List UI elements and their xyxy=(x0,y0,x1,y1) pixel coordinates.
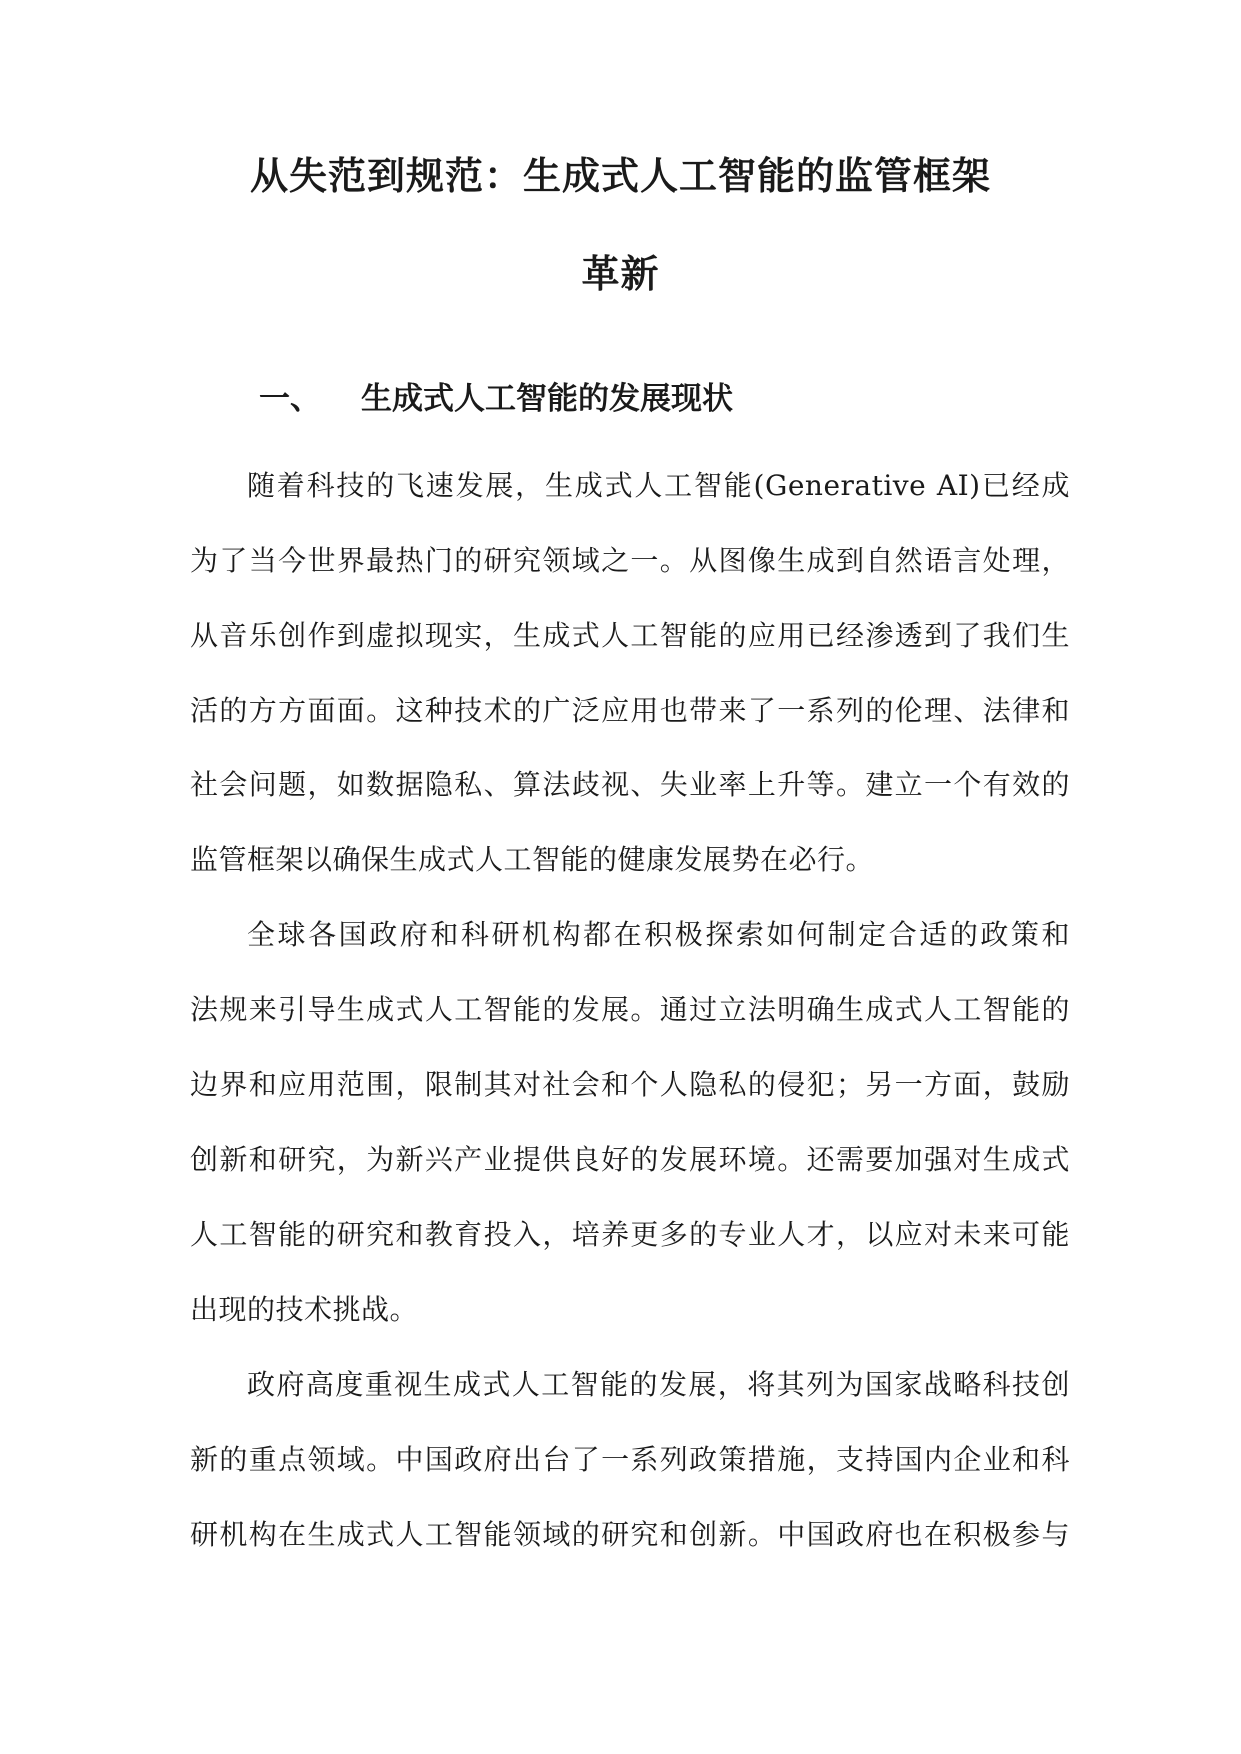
section-title: 生成式人工智能的发展现状 xyxy=(361,381,733,417)
paragraph-line: 法规来引导生成式人工智能的发展。通过立法明确生成式人工智能的 xyxy=(190,993,1070,1026)
section-heading xyxy=(259,377,733,421)
document-title-line-2: 革新 xyxy=(581,251,660,296)
paragraph-line: 创新和研究，为新兴产业提供良好的发展环境。还需要加强对生成式 xyxy=(190,1143,1070,1176)
paragraph-line: 社会问题，如数据隐私、算法歧视、失业率上升等。建立一个有效的 xyxy=(190,768,1070,801)
paragraph-line: 全球各国政府和科研机构都在积极探索如何制定合适的政策和 xyxy=(247,918,1070,951)
paragraph-line: 政府高度重视生成式人工智能的发展，将其列为国家战略科技创 xyxy=(247,1368,1070,1401)
paragraph-line: 为了当今世界最热门的研究领域之一。从图像生成到自然语言处理， xyxy=(190,544,1070,577)
paragraph-line: 新的重点领域。中国政府出台了一系列政策措施，支持国内企业和科 xyxy=(190,1443,1070,1476)
paragraph-line: 研机构在生成式人工智能领域的研究和创新。中国政府也在积极参与 xyxy=(190,1518,1070,1551)
paragraph-line: 出现的技术挑战。 xyxy=(190,1293,419,1326)
section-number: 一、 xyxy=(259,381,321,417)
paragraph-line: 活的方方面面。这种技术的广泛应用也带来了一系列的伦理、法律和 xyxy=(190,694,1070,727)
paragraph-line: 随着科技的飞速发展，生成式人工智能(Generative AI)已经成 xyxy=(247,469,1070,502)
paragraph-line: 人工智能的研究和教育投入，培养更多的专业人才，以应对未来可能 xyxy=(190,1218,1070,1251)
paragraph-line: 监管框架以确保生成式人工智能的健康发展势在必行。 xyxy=(190,843,875,876)
paragraph-line: 从音乐创作到虚拟现实，生成式人工智能的应用已经渗透到了我们生 xyxy=(190,619,1070,652)
paragraph-line: 边界和应用范围，限制其对社会和个人隐私的侵犯；另一方面，鼓励 xyxy=(190,1068,1070,1101)
document-title-line-1: 从失范到规范：生成式人工智能的监管框架 xyxy=(249,153,991,198)
